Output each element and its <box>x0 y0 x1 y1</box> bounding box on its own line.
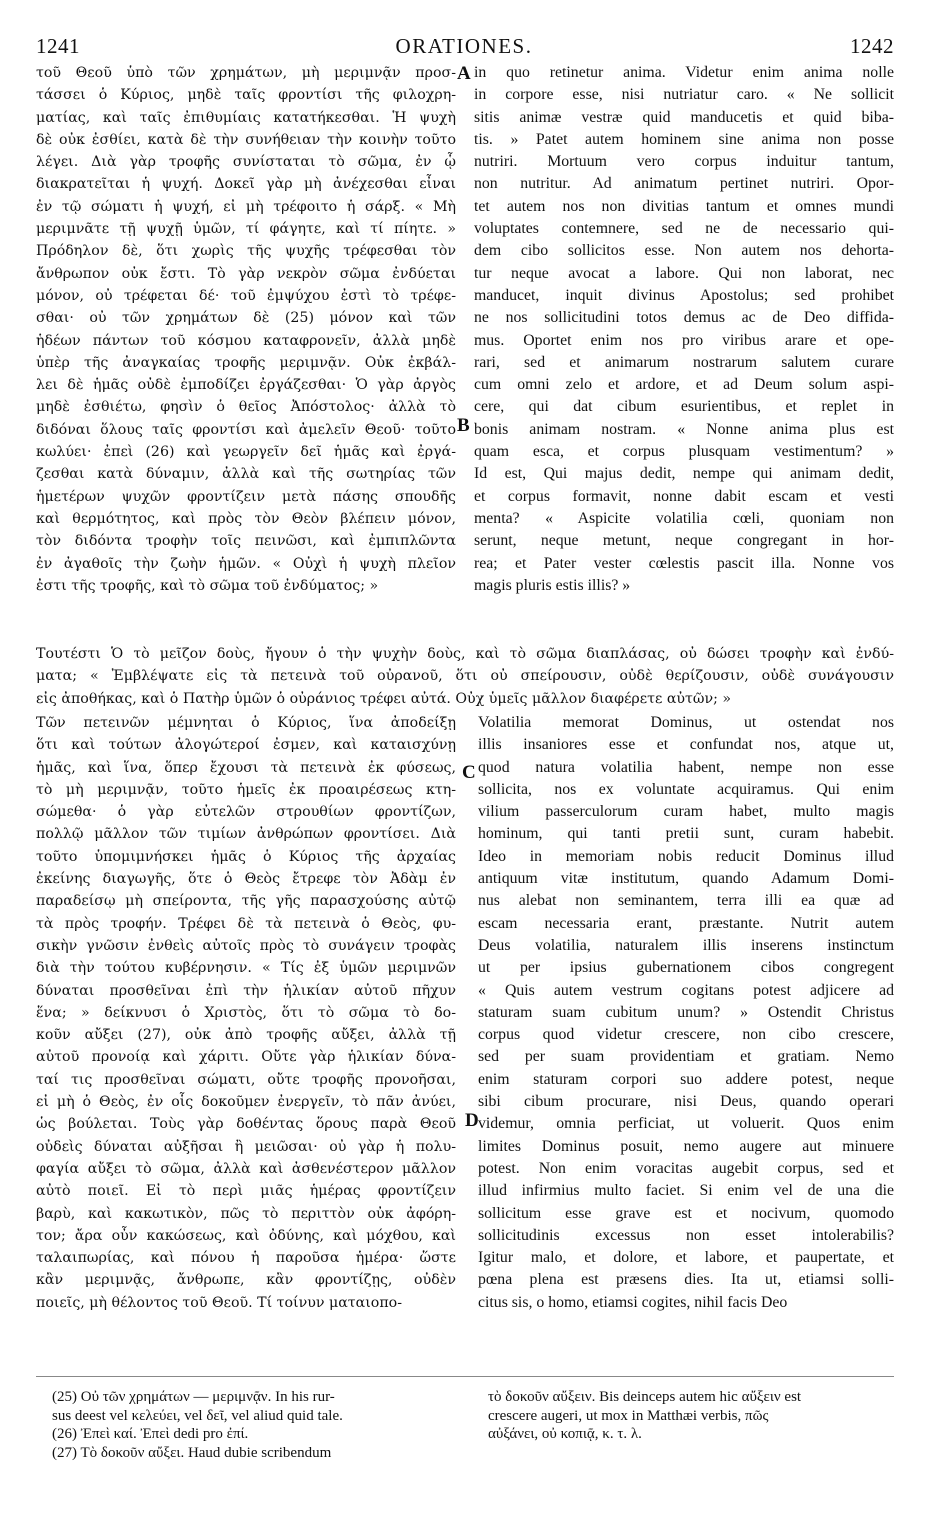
margin-letter-d: D <box>465 1110 479 1131</box>
text-line: nutriri. Mortuum vero corpus induitur tantum, <box>474 153 894 171</box>
text-line: τάσσει ὁ Κύριος, μηδὲ ταῖς φροντίσι τῆς φιλοχρη- <box>36 87 456 104</box>
text-line: ὑπὲρ τῆς ἀναγκαίας τροφῆς μεριμνᾷν. Οὐκ ἐκβάλ- <box>36 354 456 371</box>
text-line: enim staturam corpori suo addere potest, neque <box>478 1070 894 1088</box>
text-line: et corpus formavit, nonne dabit escam et vesti <box>474 487 894 505</box>
text-line: ἡμᾶς, καὶ ἵνα, ὅπερ ἔχουσι τὰ πετεινὰ ἐκ φύσεως, <box>36 759 456 776</box>
text-line: παραδείσῳ μὴ σπείροντα, τῆς γῆς παρασχούσης αὐτῷ <box>36 893 456 910</box>
text-line: τὸ μὴ μεριμνᾷν, τοῦτο ἡμεῖς ἐκ προαιρέσεως κτη- <box>36 781 456 798</box>
text-line: vilium passerculorum curam habet, multo magis <box>478 803 894 821</box>
text-line: καὶ θερμότητος, καὶ πρὸς τὸν Θεὸν βλέπειν μόνον, <box>36 510 456 527</box>
wide-line: εἰς ἀποθήκας, καὶ ὁ Πατὴρ ὑμῶν ὁ οὐράνιος τρέφει αὐτά. Οὐχ ὑμεῖς μᾶλλον διαφέρετε αὐτῶν; » <box>36 690 732 707</box>
text-line: σικὴν γνῶσιν ἐνθεὶς αὐτοῖς πρὸς τὸ συνάγειν τροφὰς <box>36 937 456 954</box>
text-line: escam necessaria erant, præstante. Nutrit autem <box>478 914 894 932</box>
text-line: corpus quod videtur crescere, non cibo crescere, <box>478 1026 894 1044</box>
margin-letter-a: A <box>457 63 471 84</box>
text-line: εἰ μὴ ὁ Θεὸς, ἐν οἷς δοκοῦμεν ἐνεργεῖν, τὸ πᾶν ἀνύει, <box>36 1094 456 1111</box>
text-line: σθαι· οὐ τῶν χρημάτων δὲ (25) μόνον καὶ τῶν <box>36 310 456 327</box>
greek-full-width-passage <box>36 643 894 710</box>
text-line: nus alebat non seminantem, terra illi ea quæ ad <box>478 892 894 910</box>
text-line: voluptates contemnere, sed ne de necessario qui- <box>474 220 894 238</box>
text-line: sollicita, nos ex voluntate acquiramus. Qui enim <box>478 780 894 798</box>
footnotes-left <box>52 1388 472 1462</box>
text-line: serunt, neque metunt, neque congregant in hor- <box>474 532 894 550</box>
text-line: tur neque avocat a labore. Qui non laborat, nec <box>474 264 894 282</box>
text-line: ματίας, καὶ ταῖς ἐπιθυμίαις κατατήκεσθαι. Ἡ ψυχὴ <box>36 109 456 126</box>
text-line: sibi cibum procurare, nisi Deus, quando operari <box>478 1093 894 1111</box>
text-line: mus. Oportet enim nos pro viribus arare et ope- <box>474 331 894 349</box>
text-line: φαγία αὔξει τὸ σῶμα, ἀλλὰ καὶ ἀσθενέστερον μᾶλλον <box>36 1160 456 1177</box>
text-line: Ideo in memoriam nobis reducit Dominus illud <box>478 847 894 865</box>
text-line: « Quis autem vestrum cogitans potest adjicere ad <box>478 981 894 999</box>
text-line: τὸν διδόντα τροφὴν τοῖς πεινῶσι, καὶ ἐμπιπλῶντα <box>36 533 456 550</box>
text-line: cere, qui dat cibum esurientibus, et replet in <box>474 398 894 416</box>
text-line: μόνον, οὐ τρέφεται δέ· τοῦ ἐμψύχου ἐστὶ τὸ τρέφε- <box>36 287 456 304</box>
text-line: pœna plena est præsens dies. Ita ut, etiamsi solli- <box>478 1271 894 1289</box>
latin-column-top <box>474 62 894 597</box>
text-line: potest. Non enim voracitas augebit corpus, sed et <box>478 1159 894 1177</box>
text-line: illis insaniores esse et confundat nos, atque ut, <box>478 736 894 754</box>
text-line: menta? « Aspicite volatilia cœli, quoniam non <box>474 509 894 527</box>
text-line: videmur, omnia perficiat, ut voluerit. Quos enim <box>478 1115 894 1133</box>
text-line: μηδὲ ἐσθιέτω, φησὶν ὁ θεῖος Ἀπόστολος· ἀλλὰ τὸ <box>36 399 456 416</box>
text-line: τὰ πρὸς τροφήν. Τρέφει δὲ τὰ πετεινὰ ὁ Θεὸς, φυ- <box>36 915 456 932</box>
text-line: κωλύει· ἐπεὶ (26) καὶ γεωργεῖν δεῖ ἡμᾶς καὶ ἐργά- <box>36 444 456 461</box>
text-line: staturam suam cubitum unum? » Ostendit Christus <box>478 1003 894 1021</box>
text-line: illud infirmius multo faciet. Si enim vel de una die <box>478 1182 894 1200</box>
right-page-number: 1242 <box>850 34 894 58</box>
text-line: Deus volatilia, naturalem illis inserens instinctum <box>478 936 894 954</box>
text-line: ἐν ἀγαθοῖς τὴν ζωὴν ἡμῶν. « Οὐχὶ ἡ ψυχὴ πλεῖον <box>36 555 456 572</box>
greek-column-top <box>36 62 456 597</box>
text-line: λέγει. Διὰ γὰρ τροφῆς συνίσταται τὸ σῶμα, ἐν ᾧ <box>36 154 456 171</box>
text-line: hominum, qui tanti pretii sunt, curam habebit. <box>478 825 894 843</box>
left-page-number: 1241 <box>36 34 80 58</box>
text-line: τοῦ Θεοῦ ὑπὸ τῶν χρημάτων, μὴ μεριμνᾷν προσ- <box>36 65 456 81</box>
text-line: ἡδέων πάντων τοῦ κόσμου καταφρονεῖν, ἀλλὰ μηδὲ <box>36 332 456 349</box>
text-line: αὐτὸ ποιεῖ. Εἰ τὸ περὶ μιᾶς ἡμέρας φροντίζειν <box>36 1183 456 1200</box>
text-line: δὲ οὐκ ἐσθίει, κατὰ δὲ τὴν συνήθειαν τὴν κοινὴν τοῦτο <box>36 131 456 148</box>
wide-line: Τουτέστι Ὁ τὸ μεῖζον δοὺς, ἤγουν ὁ τὴν ψυχὴν δοὺς, καὶ τὸ σῶμα διαπλάσας, οὐ δώσει τροφὴν καὶ ἐνδύ- <box>36 646 894 662</box>
text-line: πολλῷ μᾶλλον τῶν τιμίων ἀνθρώπων φροντίσει. Διὰ <box>36 826 456 843</box>
text-line: limites Dominus posuit, nemo augere aut minuere <box>478 1137 894 1155</box>
text-line: διὰ τὴν τούτου κυβέρνησιν. « Τίς ἐξ ὑμῶν μεριμνῶν <box>36 960 456 977</box>
greek-column-bottom <box>36 712 456 1314</box>
footnote-line: (25) Οὐ τῶν χρημάτων — μεριμνᾷν. In his rur- <box>52 1389 335 1405</box>
text-line: οὐδεὶς δύναται αὐξῆσαι ἢ μειῶσαι· οὐ γὰρ ἡ πολυ- <box>36 1138 456 1155</box>
text-line: Πρόδηλον δὲ, ὅτι χωρὶς τῆς ψυχῆς τρέφεσθαι τὸν <box>36 243 456 260</box>
text-line: tis. » Patet autem hominem sine anima non posse <box>474 130 894 148</box>
text-line: sollicitum esse grave est et nocivum, quomodo <box>478 1204 894 1222</box>
footnote-line: (26) Ἐπεὶ καί. Ἐπεὶ dedi pro ἐπί. <box>52 1426 249 1442</box>
text-line: sollicitudinis excessus non esset intolerabilis? <box>478 1226 894 1244</box>
text-line: μεριμνᾶτε τῇ ψυχῇ ὑμῶν, τί φάγητε, καὶ τί πίητε. » <box>36 221 456 238</box>
text-line: dem cibo sollicitos esse. Non autem nos dehorta- <box>474 242 894 260</box>
footnote-line: αὐξάνει, οὐ κοπιᾷ, κ. τ. λ. <box>488 1426 642 1442</box>
text-line: in quo retinetur anima. Videtur enim anima nolle <box>474 64 894 81</box>
text-line: in corpore esse, nisi nutriatur caro. « Ne sollicit <box>474 86 894 104</box>
text-line: ταί τις προσθεῖναι σώματι, οὔτε τροφῆς προνοῆσαι, <box>36 1071 456 1088</box>
text-line: διακρατεῖται ἡ ψυχή. Δοκεῖ γὰρ μὴ ἀνέχεσθαι εἶναι <box>36 176 456 193</box>
running-title: ORATIONES. <box>395 34 533 58</box>
footnote-line: (27) Τὸ δοκοῦν αὔξει. Haud dubie scribendum <box>52 1444 332 1461</box>
footnote-rule <box>36 1376 894 1377</box>
text-line: λει δὲ ἡμᾶς οὐδὲ ἐμποδίζει ἐργάζεσθαι· Ὁ γὰρ ἀργὸς <box>36 377 456 394</box>
latin-column-bottom <box>478 712 894 1314</box>
text-line: manducet, inquit divinus Apostolus; sed prohibet <box>474 286 894 304</box>
text-line: αὐτοῦ προνοίᾳ καὶ χάριτι. Οὔτε γὰρ ἡλικίαν δύνα- <box>36 1049 456 1066</box>
text-line: sitis animæ vestræ quid manducetis et quid biba- <box>474 108 894 126</box>
text-line: ταλαιπωρίας, καὶ πόνου ἡ παροῦσα ἡμέρα· ὥστε <box>36 1250 456 1267</box>
text-line: rea; et Pater vester cœlestis pascit illa. Nonne vos <box>474 554 894 572</box>
text-line: ne nos sollicitudini totos demus ac de Deo diffida- <box>474 309 894 327</box>
text-line: tet autem nos non divitias tantum et omnes mundi <box>474 197 894 215</box>
text-line: ἡμετέρων ψυχῶν φροντίζειν μετὰ πάσης σπουδῆς <box>36 488 456 505</box>
text-line: ἐστι τῆς τροφῆς, καὶ τὸ σῶμα τοῦ ἐνδύματος; » <box>36 577 379 594</box>
footnote-line: sus deest vel κελεύει, vel δεῖ, vel aliud quid tale. <box>52 1407 343 1424</box>
text-line: sed per suam providentiam et gratiam. Nemo <box>478 1048 894 1066</box>
text-line: τοῦτο ὑπομιμνήσκει ἡμᾶς ὁ Κύριος τῆς ἀρχαίας <box>36 848 456 865</box>
text-line: antiquum vitæ institutum, quando Adamum Domi- <box>478 870 894 888</box>
text-line: τον; ἄρα οὖν κακώσεως, καὶ ὀδύνης, καὶ μόχθου, καὶ <box>36 1227 456 1244</box>
text-line: δύναται προσθεῖναι ἐπὶ τὴν ἡλικίαν αὐτοῦ πῆχυν <box>36 982 456 999</box>
text-line: quod natura volatilia habent, nempe non esse <box>478 758 894 776</box>
text-line: magis pluris estis illis? » <box>474 576 631 594</box>
text-line: ἄνθρωπον οὐκ ἔστι. Τὸ γὰρ νεκρὸν σῶμα ἐνδύεται <box>36 265 456 282</box>
text-line: ὡς βούλεται. Τοὺς γὰρ δοθέντας ὅρους παρὰ Θεοῦ <box>36 1116 456 1133</box>
wide-line: ματα; « Ἐμβλέψατε εἰς τὰ πετεινὰ τοῦ οὐρανοῦ, ὅτι οὐ σπείρουσιν, οὐδὲ θερίζουσιν, οὐδὲ συνάγουσιν <box>36 668 894 685</box>
text-line: κοῦν αὔξει (27), οὐκ ἀπὸ τροφῆς αὔξει, ἀλλὰ τῇ <box>36 1027 456 1044</box>
text-line: cum omni zelo et ardore, et ad Deum solum aspi- <box>474 376 894 394</box>
text-line: Τῶν πετεινῶν μέμνηται ὁ Κύριος, ἵνα ἀποδείξῃ <box>36 715 456 731</box>
text-line: ποιεῖς, μὴ θέλοντος τοῦ Θεοῦ. Τί τοίνυν ματαιοπο- <box>36 1294 402 1311</box>
text-line: bonis animam nostram. « Nonne anima plus est <box>474 420 894 438</box>
footnotes-right <box>488 1388 894 1444</box>
text-line: non nutritur. Ad animatum pertinet nutriri. Opor- <box>474 175 894 193</box>
text-line: citus sis, o homo, etiamsi cogites, nihil facis Deo <box>478 1293 788 1311</box>
footnote-line: crescere augeri, ut mox in Matthæi verbis, πῶς <box>488 1407 769 1424</box>
margin-letter-b: B <box>457 415 470 436</box>
footnote-line: τὸ δοκοῦν αὔξειν. Bis deinceps autem hic αὔξειν est <box>488 1389 802 1405</box>
text-line: Igitur malo, et dolore, et labore, et paupertate, et <box>478 1249 894 1267</box>
text-line: βαρὺ, καὶ κακωτικὸν, πῶς τὸ περιττὸν οὐκ ἀφόρη- <box>36 1205 456 1222</box>
text-line: Volatilia memorat Dominus, ut ostendat nos <box>478 714 894 731</box>
text-line: ἐν τῷ σώματι ἡ ψυχή, εἰ μὴ τρέφοιτο ἡ σάρξ. « Μὴ <box>36 198 456 215</box>
margin-letter-c: C <box>462 762 476 783</box>
text-line: ut per ipsius gubernationem cibos congregent <box>478 959 894 977</box>
text-line: ἕνα; » δείκνυσι ὁ Χριστὸς, ὅτι τὸ σῶμα τὸ δο- <box>36 1004 456 1021</box>
text-line: quam esca, et corpus plusquam vestimentum? » <box>474 443 894 461</box>
text-line: ζεσθαι κατὰ δύναμιν, ἀλλὰ καὶ τῆς σωτηρίας τῶν <box>36 466 456 483</box>
text-line: σώμεθα· ὁ γὰρ εὐτελῶν στρουθίων φροντίζων, <box>36 804 456 821</box>
text-line: κἂν μεριμνᾷς, ἄνθρωπε, κἂν φροντίζῃς, οὐδὲν <box>36 1272 456 1289</box>
text-line: ἐκείνης διαγωγῆς, ὅτε ὁ Θεὸς ἔτρεφε τὸν Ἀδὰμ ἐν <box>36 871 456 888</box>
text-line: διδόναι ὅλους ταῖς φροντίσι καὶ ἀμελεῖν Θεοῦ· τοῦτο <box>36 421 456 438</box>
text-line: rari, sed et animarum nostrarum salutem curare <box>474 353 894 371</box>
text-line: ὅτι καὶ τούτων ἀλογώτεροί ἐσμεν, καὶ καταισχύνῃ <box>36 737 456 754</box>
text-line: Id est, Qui majus dedit, nempe qui animam dedit, <box>474 465 894 483</box>
